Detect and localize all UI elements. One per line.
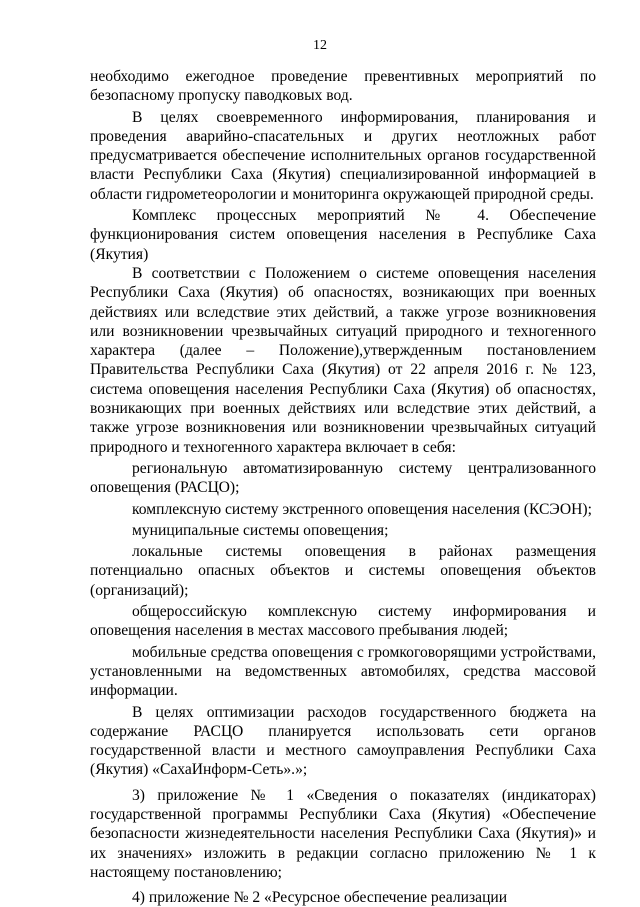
paragraph-complex-4-heading: Комплекс процессных мероприятий № 4. Обеспечение функционирования систем оповещения населения в Республике Саха (Якутия) (90, 207, 596, 263)
paragraph-budget-optimization: В целях оптимизации расходов государственного бюджета на содержание РАСЦО планируется использовать сети органов государственной власти и местного самоуправления Республики Саха (Якутия) «СахаИнформ-Сеть».»; (90, 703, 596, 779)
list-item-local: локальные системы оповещения в районах размещения потенциально опасных объектов и системы оповещения объектов (организаций); (90, 543, 596, 599)
paragraph-appendix-1: 3) приложение № 1 «Сведения о показателях (индикаторах) государственной программы Республики Саха (Якутия) «Обеспечение безопасности жизнедеятельности населения Республики Саха (Якутия)» и их значениях» изложить в редакции согласно приложению № 1 к настоящему постановлению; (90, 786, 596, 881)
paragraph-appendix-2: 4) приложение № 2 «Ресурсное обеспечение реализации (132, 889, 508, 907)
document-body (90, 67, 596, 907)
paragraph-regulation: В соответствии с Положением о системе оповещения населения Республики Саха (Якутия) об опасностях, возникающих при военных действиях или вследствие этих действий, а также угрозе возникновения или возникновении чрезвычайных ситуаций природного и техногенного характера (далее – Положение),утвержденным постановлением Правительства Республики Саха (Якутия) от 22 апреля 2016 г. № 123, система оповещения населения Республики Саха (Якутия) об опасностях, возникающих при военных действиях или вследствие этих действий, а также угрозе возникновения или возникновении чрезвычайных ситуаций природного и техногенного характера включает в себя: (90, 264, 596, 456)
list-item-mobile: мобильные средства оповещения с громкоговорящими устройствами, установленными на ведомственных автомобилях, средства массовой информации. (90, 643, 596, 700)
list-item-rasco: региональную автоматизированную систему централизованного оповещения (РАСЦО); (90, 459, 596, 497)
paragraph-hydromet-info: В целях своевременного информирования, планирования и проведения аварийно-спасательных и других неотложных работ предусматривается обеспечение исполнительных органов государственной власти Республики Саха (Якутия) специализированной информацией в области гидрометеорологии и мониторинга окружающей природной среды. (90, 108, 596, 203)
list-item-kseon: комплексную систему экстренного оповещения населения (КСЭОН); (132, 500, 592, 518)
list-item-municipal: муниципальные системы оповещения; (132, 521, 389, 539)
page-number: 12 (313, 38, 327, 53)
paragraph-flood-measures: необходимо ежегодное проведение превентивных мероприятий по безопасному пропуску паводковых вод. (90, 68, 596, 105)
list-item-all-russian: общероссийскую комплексную систему информирования и оповещения населения в местах массового пребывания людей; (90, 603, 596, 640)
